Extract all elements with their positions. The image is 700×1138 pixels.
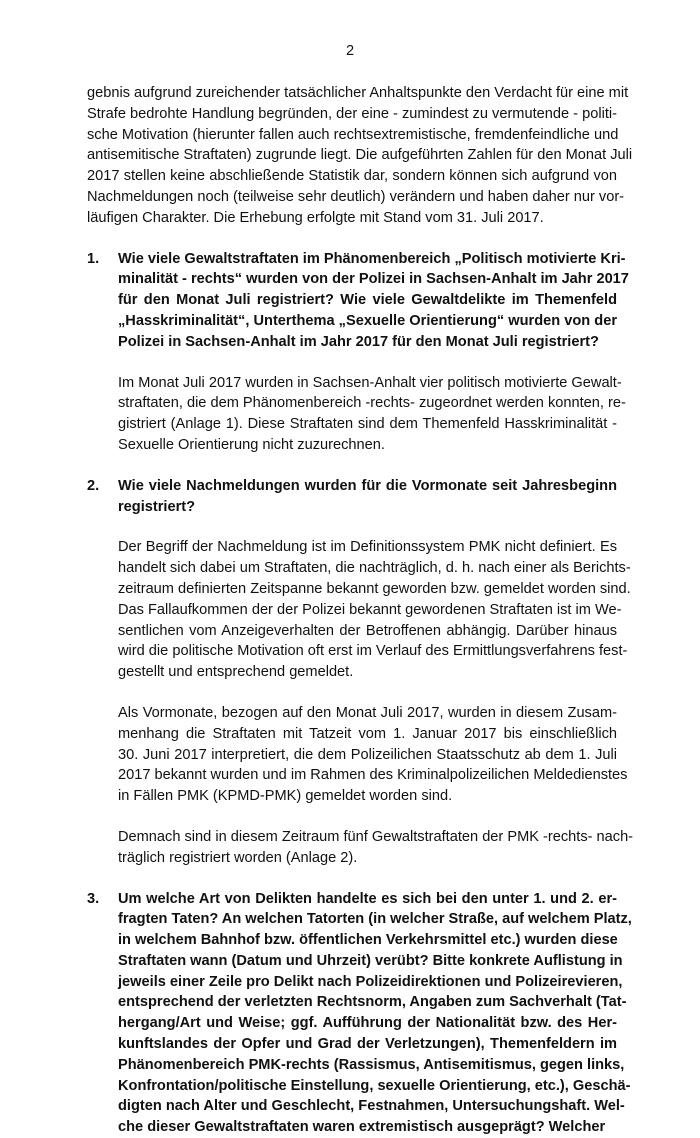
question-number: 2. [87,476,99,497]
text-line: fragten Taten? An welchen Tatorten (in welcher Straße, auf welchem Platz, [118,909,617,930]
answer-paragraph [87,827,617,869]
question-3 [87,889,617,1138]
text-line: gebnis aufgrund zureichender tatsächlicher Anhaltspunkte den Verdacht für eine mit [87,83,617,104]
text-line: Strafe bedrohte Handlung begründen, der eine - zumindest zu vermutende - politi- [87,104,617,125]
text-line: entsprechend der verletzten Rechtsnorm, Angaben zum Sachverhalt (Tat- [118,992,617,1013]
text-line: che dieser Gewaltstraftaten waren extremistisch ausgeprägt? Welcher [118,1117,617,1138]
text-line: digten nach Alter und Geschlecht, Festnahmen, Untersuchungshaft. Wel- [118,1096,617,1117]
text-line: Polizei in Sachsen-Anhalt im Jahr 2017 für den Monat Juli registriert? [118,332,617,353]
text-line: sche Motivation (hierunter fallen auch rechtsextremistische, fremdenfeindliche und [87,125,617,146]
text-line: Sexuelle Orientierung nicht zuzurechnen. [118,435,617,456]
text-line: 2017 bekannt wurden und im Rahmen des Kriminalpolizeilichen Meldedienstes [118,765,617,786]
text-line: handelt sich dabei um Straftaten, die nachträglich, d. h. nach einer als Berichts- [118,558,617,579]
question-1 [87,249,617,353]
question-text [118,476,617,518]
text-line: jeweils einer Zeile pro Delikt nach Polizeidirektionen und Polizeirevieren, [118,972,617,993]
text-line: Um welche Art von Delikten handelte es sich bei den unter 1. und 2. er- [118,889,617,910]
text-line: Das Fallaufkommen der der Polizei bekannt gewordenen Straftaten ist im We- [118,600,617,621]
text-line: Der Begriff der Nachmeldung ist im Definitionssystem PMK nicht definiert. Es [118,537,617,558]
text-line: Als Vormonate, bezogen auf den Monat Juli 2017, wurden in diesem Zusam- [118,703,617,724]
question-number: 3. [87,889,99,910]
text-line: Straftaten wann (Datum und Uhrzeit) verübt? Bitte konkrete Auflistung in [118,951,617,972]
text-line: in Fällen PMK (KPMD-PMK) gemeldet worden sind. [118,786,617,807]
page-number: 2 [0,41,700,61]
text-line: läufigen Charakter. Die Erhebung erfolgte mit Stand vom 31. Juli 2017. [87,208,617,229]
answer-paragraph [87,703,617,807]
question-2 [87,476,617,518]
text-line: träglich registriert worden (Anlage 2). [118,848,617,869]
text-line: „Hasskriminalität“, Unterthema „Sexuelle Orientierung“ wurden von der [118,311,617,332]
text-line: hergang/Art und Weise; ggf. Aufführung der Nationalität bzw. des Her- [118,1013,617,1034]
text-line: Im Monat Juli 2017 wurden in Sachsen-Anhalt vier politisch motivierte Gewalt- [118,373,617,394]
text-line: Phänomenbereich PMK-rechts (Rassismus, Antisemitismus, gegen links, [118,1055,617,1076]
question-list [87,249,617,1138]
text-line: Konfrontation/politische Einstellung, sexuelle Orientierung, etc.), Geschä- [118,1076,617,1097]
text-line: wird die politische Motivation oft erst im Verlauf des Ermittlungsverfahrens fest- [118,641,617,662]
text-line: in welchem Bahnhof bzw. öffentlichen Verkehrsmittel etc.) wurden diese [118,930,617,951]
answer-paragraph [87,537,617,683]
text-line: gestellt und entsprechend gemeldet. [118,662,617,683]
text-line: für den Monat Juli registriert? Wie viele Gewaltdelikte im Themenfeld [118,290,617,311]
text-line: kunftslandes der Opfer und Grad der Verletzungen), Themenfeldern im [118,1034,617,1055]
text-line: Nachmeldungen noch (teilweise sehr deutlich) verändern und haben daher nur vor- [87,187,617,208]
answer-paragraph [87,373,617,456]
text-line: registriert? [118,497,617,518]
question-text [118,249,617,353]
question-text [118,889,617,1138]
text-line: Demnach sind in diesem Zeitraum fünf Gewaltstraftaten der PMK -rechts- nach- [118,827,617,848]
question-number: 1. [87,249,99,270]
text-line: minalität - rechts“ wurden von der Polizei in Sachsen-Anhalt im Jahr 2017 [118,269,617,290]
text-line: sentlichen vom Anzeigeverhalten der Betroffenen abhängig. Darüber hinaus [118,621,617,642]
text-line: gistriert (Anlage 1). Diese Straftaten sind dem Themenfeld Hasskriminalität - [118,414,617,435]
text-line: 30. Juni 2017 interpretiert, die dem Polizeilichen Staatsschutz ab dem 1. Juli [118,745,617,766]
page-content [87,83,617,1138]
text-line: 2017 stellen keine abschließende Statistik dar, sondern können sich aufgrund von [87,166,617,187]
intro-paragraph [87,83,617,229]
text-line: Wie viele Gewaltstraftaten im Phänomenbereich „Politisch motivierte Kri- [118,249,617,270]
text-line: antisemitische Straftaten) zugrunde liegt. Die aufgeführten Zahlen für den Monat Juli [87,145,617,166]
text-line: straftaten, die dem Phänomenbereich -rechts- zugeordnet werden konnten, re- [118,393,617,414]
text-line: zeitraum definierten Zeitspanne bekannt geworden bzw. gemeldet worden sind. [118,579,617,600]
text-line: menhang die Straftaten mit Tatzeit vom 1. Januar 2017 bis einschließlich [118,724,617,745]
text-line: Wie viele Nachmeldungen wurden für die Vormonate seit Jahresbeginn [118,476,617,497]
